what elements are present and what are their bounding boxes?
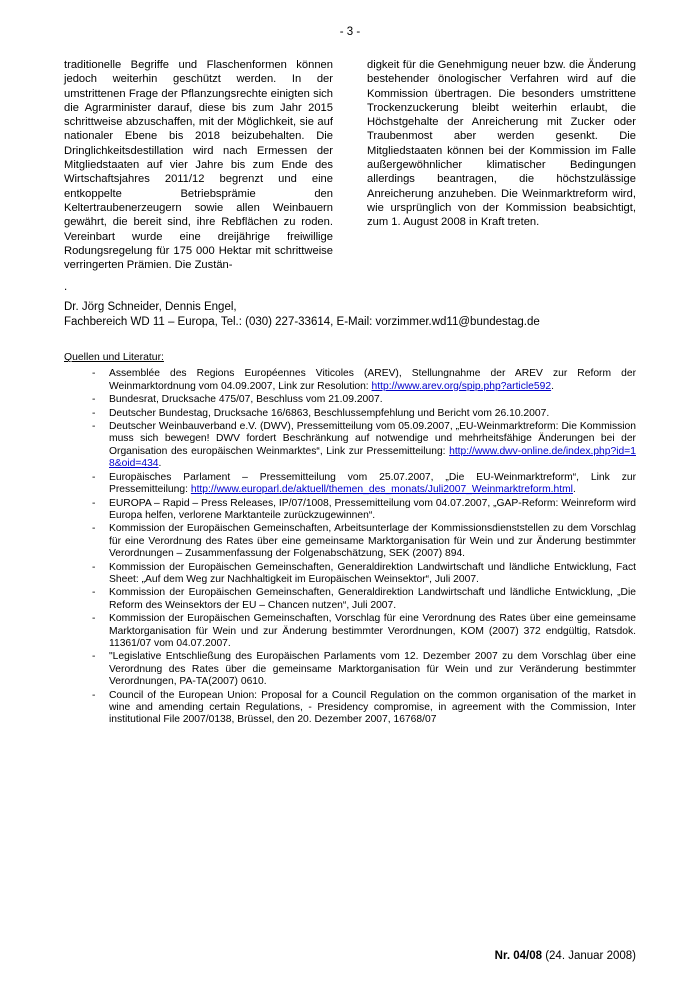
source-text: [109, 562, 636, 587]
page-number: - 3 -: [339, 26, 361, 38]
source-text-segment: Assemblée des Regions Européennes Viticoles (AREV), Stellungnahme der AREV zur Reform der Weinmarktordnung vom 04.09.2007, Link zur Resolution:: [109, 368, 636, 392]
source-text: [109, 498, 636, 523]
list-dash: -: [92, 587, 96, 599]
contact-authors: Dr. Jörg Schneider, Dennis Engel,: [64, 301, 237, 314]
source-text: [109, 651, 636, 688]
source-item: [92, 651, 636, 688]
source-text: [109, 408, 636, 420]
source-text: [109, 613, 636, 650]
source-text-segment: Council of the European Union: Proposal for a Council Regulation on the common organisation of the market in wine and amending certain Regulations, - Presidency compromise, in agreement with the Commission, Inter institutional File 2007/0138, Brüssel, den 20. Dezember 2007, 16768/07: [109, 689, 636, 726]
list-dash: -: [92, 421, 96, 433]
contact-department: Fachbereich WD 11 – Europa, Tel.: (030) 227-33614, E-Mail: vorzimmer.wd11@bundestag.de: [64, 316, 540, 329]
right-column-text: digkeit für die Genehmigung neuer bzw. die Änderung bestehender önologischer Verfahren wird auf die Kommission übertragen. Die besonders umstrittene Trockenzuckerung bleibt weiterhin erlaubt, die Höchstgehalte der Anreicherung mit Zucker oder Traubenmost aber werden gesenkt. Die Mitgliedstaaten können bei der Kommission im Falle außergewöhnlicher klimatischer Bedingungen allerdings beantragen, die höchstzulässige Anreicherung anzuheben. Die Weinmarktreform wird, wie ursprünglich von der Kommission beabsichtigt, zum 1. August 2008 in Kraft treten.: [367, 59, 636, 229]
source-text-segment: Deutscher Bundestag, Drucksache 16/6863, Beschlussempfehlung und Bericht vom 26.10.2007.: [109, 407, 550, 419]
source-text: [109, 523, 636, 560]
source-text: [109, 394, 636, 406]
issue-number: Nr. 04/08: [494, 950, 542, 962]
source-item: [92, 523, 636, 560]
source-text-segment: Deutscher Weinbauverband e.V. (DWV), Pressemitteilung vom 05.09.2007, „EU-Weinmarktreform: Die Kommission muss sich bewegen! DWV fordert Beschränkung auf notwendige und mehrheitsfähige Änderungen bei der Organisation des europäischen Weinmarktes“, Link zur Pressemitteilung:: [109, 421, 636, 457]
sources-list: [92, 368, 636, 726]
source-text-segment: .: [158, 458, 162, 470]
paragraph-dot: .: [64, 281, 68, 294]
list-dash: -: [92, 651, 96, 663]
source-text: [109, 587, 636, 612]
source-text-segment: .: [572, 484, 576, 496]
source-item: [92, 690, 636, 727]
body-columns: [64, 58, 636, 272]
source-item: [92, 587, 636, 612]
sources-section: [64, 352, 636, 726]
source-text-segment: EUROPA – Rapid – Press Releases, IP/07/1008, Pressemitteilung vom 04.07.2007, „GAP-Reform: Weinreform wird Europa helfen, verlorene Marktanteile zurückzugewinnen“.: [109, 497, 636, 521]
list-dash: -: [92, 407, 96, 419]
source-text: [109, 368, 636, 393]
source-text-segment: Europäisches Parlament – Pressemitteilung vom 25.07.2007, „Die EU-Weinmarktreform“, Link zur Pressemitteilung:: [109, 471, 636, 496]
source-item: [92, 368, 636, 393]
source-text-segment: "Legislative Entschließung des Europäischen Parlaments vom 12. Dezember 2007 zu dem Vorschlag über eine Verordnung des Rates über die gemeinsame Marktorganisation für Wein und zur Veränderung bestimmter Verordnungen, PA-TA(2007) 0610.: [109, 651, 636, 688]
page-footer: [495, 950, 636, 962]
source-link[interactable]: http://www.dwv-online.de/index.php?id=18&oid=434: [109, 445, 636, 470]
list-dash: -: [92, 613, 96, 625]
source-item: [92, 562, 636, 587]
list-dash: -: [92, 394, 96, 406]
source-item: [92, 408, 636, 420]
contact-block: [64, 300, 636, 330]
source-text-segment: Kommission der Europäischen Gemeinschaften, Generaldirektion Landwirtschaft und ländliche Entwicklung, Fact Sheet: „Auf dem Weg zur Nachhaltigkeit im Europäischen Weinsektor“, Juli 2007.: [109, 561, 636, 585]
source-item: [92, 421, 636, 471]
left-column-text: traditionelle Begriffe und Flaschenformen können jedoch weiterhin geschützt werden. In der umstrittenen Frage der Pflanzungsrechte einigten sich die Agrarminister darauf, diese bis zum Jahr 2015 schrittweise abzuschaffen, mit der Möglichkeit, sie auf nationaler Ebene bis 2018 beizubehalten. Die Dringlichkeitsdestillation wird nach Ermessen der Mitgliedstaaten auf vier Jahre bis zum Ende des Wirtschaftsjahres 2011/12 begrenzt und eine entkoppelte Betriebsprämie den Keltertraubenerzeugern sowie allen Weinbauern gewährt, die bereit sind, ihre Rebflächen zu roden. Vereinbart wurde eine dreijährige freiwillige Rodungsregelung für 175 000 Hektar mit schrittweise verringerten Prämien. Die Zustän-: [64, 59, 333, 272]
list-dash: -: [92, 368, 96, 380]
sources-heading: Quellen und Literatur:: [64, 352, 164, 364]
list-dash: -: [92, 561, 96, 573]
source-text: [109, 421, 636, 471]
list-dash: -: [92, 523, 96, 535]
source-item: [92, 394, 636, 406]
list-dash: -: [92, 471, 96, 483]
source-text-segment: Bundesrat, Drucksache 475/07, Beschluss vom 21.09.2007.: [109, 394, 383, 406]
source-text-segment: Kommission der Europäischen Gemeinschaften, Vorschlag für eine Verordnung des Rates über eine gemeinsame Marktorganisation für Wein und zur Änderung bestimmter Verordnungen, KOM (2007) 372 endgültig, Ratsdok. 11361/07 vom 04.07.2007.: [109, 613, 636, 649]
source-item: [92, 613, 636, 650]
source-link[interactable]: http://www.europarl.de/aktuell/themen_des_monats/Juli2007_Weinmarktreform.html: [190, 484, 573, 496]
source-text: [109, 690, 636, 727]
source-text: [109, 472, 636, 497]
list-dash: -: [92, 497, 96, 509]
source-text-segment: .: [551, 380, 554, 392]
issue-date: (24. Januar 2008): [545, 950, 636, 962]
source-link[interactable]: http://www.arev.org/spip.php?article592: [371, 380, 552, 392]
source-text-segment: Kommission der Europäischen Gemeinschaften, Generaldirektion Landwirtschaft und ländliche Entwicklung, „Die Reform des Weinsektors der EU – Chancen nutzen“, Juli 2007.: [109, 587, 636, 611]
source-item: [92, 498, 636, 523]
source-item: [92, 472, 636, 497]
list-dash: -: [92, 689, 96, 701]
source-text-segment: Kommission der Europäischen Gemeinschaften, Arbeitsunterlage der Kommissionsdienststellen zu dem Vorschlag für eine Verordnung des Rates über eine gemeinsame Marktorganisation für Wein und zur Änderung bestimmter Verordnungen – Zusammenfassung der Folgenabschätzung, SEK (2007) 894.: [109, 523, 636, 560]
